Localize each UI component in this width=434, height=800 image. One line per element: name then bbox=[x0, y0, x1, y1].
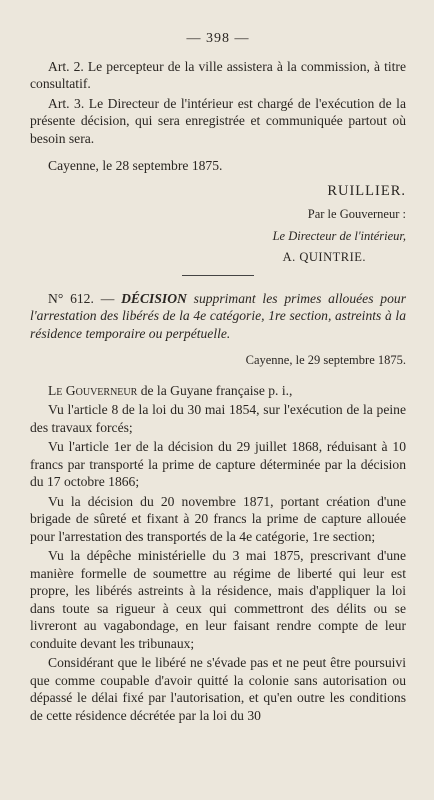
decision-heading bbox=[30, 290, 406, 343]
governor-line bbox=[30, 382, 406, 400]
date-line-2: Cayenne, le 29 septembre 1875. bbox=[245, 353, 406, 367]
governor-lead: Le Gouverneur bbox=[48, 382, 138, 398]
signature-name: RUILLIER. bbox=[327, 182, 406, 199]
paragraph-3: Vu la décision du 20 novembre 1871, portant création d'une brigade de sûreté et fixant à 20 francs la prime de capture allouée pour l'arrestation des transportés de la 4e catégorie, 1re section; bbox=[30, 493, 406, 544]
signature-signer: A. QUINTRIE. bbox=[282, 250, 366, 264]
paragraph-1: Vu l'article 8 de la loi du 30 mai 1854, sur l'exécution de la peine des travaux forcés; bbox=[30, 402, 406, 435]
page-number: — 398 — bbox=[186, 31, 250, 46]
signature-title: Le Directeur de l'intérieur, bbox=[272, 228, 406, 243]
paragraph-4: Vu la dépêche ministérielle du 3 mai 1875, prescrivant d'une manière formelle de soumettre au régime de liberté qui leur est propre, les libérés astreints à la résidence, mais d'appliquer la loi dans toute sa rigueur à ceux qui commettront des délits ou se livreront au vagabondage, en leur faisant rendre compte de leur conduite devant les tribunaux; bbox=[30, 548, 406, 651]
paragraph-2: Vu l'article 1er de la décision du 29 juillet 1868, réduisant à 10 francs par transporté la prime de capture déterminée par la décision du 17 octobre 1866; bbox=[30, 439, 406, 489]
decision-text: supprimant les primes allouées pour l'arrestation des libérés de la 4e catégorie, 1re section, astreints à la résidence temporaire ou perpétuelle. bbox=[30, 290, 406, 341]
decision-label: DÉCISION bbox=[121, 290, 187, 306]
date-line-1: Cayenne, le 28 septembre 1875. bbox=[48, 158, 223, 173]
decision-number: N° 612. — bbox=[48, 290, 122, 306]
paragraph-5: Considérant que le libéré ne s'évade pas et ne peut être poursuivi que comme coupable d'avoir quitté la colonie sans autorisation ou dépassé le délai fixé par l'autorisation, et qu'en outre les conditions de cette résidence décrétée par la loi du 30 bbox=[30, 655, 406, 723]
article-2: Art. 2. Le percepteur de la ville assistera à la commission, à titre consultatif. bbox=[30, 58, 406, 91]
article-3: Art. 3. Le Directeur de l'intérieur est chargé de l'exécution de la présente décision, qui sera enregistrée et communiquée partout où besoin sera. bbox=[30, 95, 406, 146]
signature-by: Par le Gouverneur : bbox=[307, 207, 406, 221]
governor-rest: de la Guyane française p. i., bbox=[137, 382, 293, 398]
section-divider bbox=[30, 275, 406, 276]
